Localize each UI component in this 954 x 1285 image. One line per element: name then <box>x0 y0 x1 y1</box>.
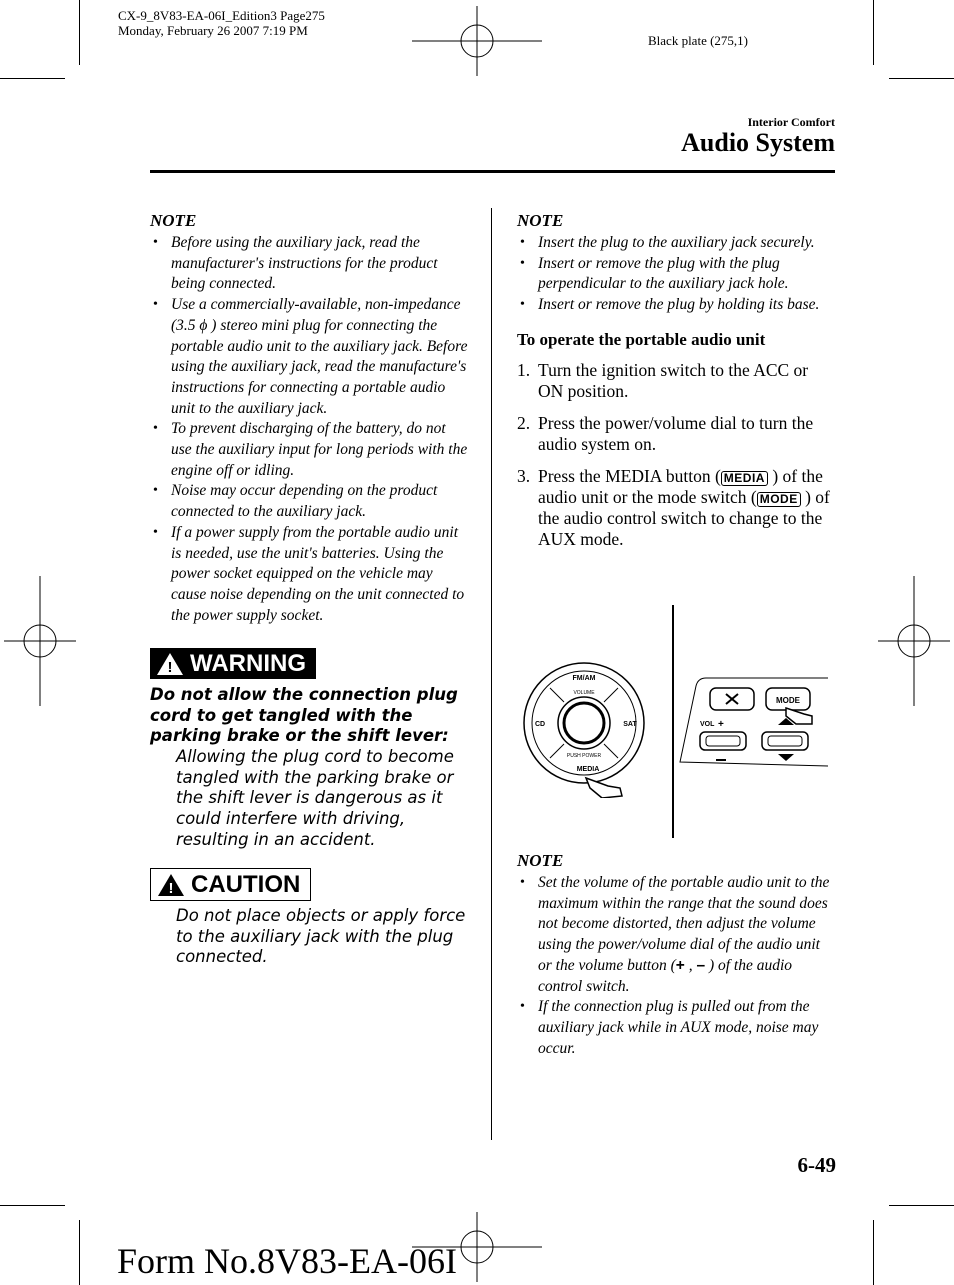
plate-label: Black plate (275,1) <box>648 33 748 48</box>
note-heading: NOTE <box>517 851 564 870</box>
section-label: Interior Comfort <box>747 115 835 129</box>
step-number: 1. <box>517 359 531 380</box>
step-text: ) of the audio unit or the mode switch ( <box>538 465 823 507</box>
form-number: Form No.8V83-EA-06I <box>117 1241 457 1281</box>
list-item: • Insert the plug to the auxiliary jack securely. <box>517 233 835 254</box>
steering-switch-figure <box>678 674 828 770</box>
list-item: • If a power supply from the portable audio unit is needed, use the unit's batteries. Using the power socket equipped on the vehicle may cause noise depending on the unit connected to the power supply socket. <box>150 523 468 627</box>
left-column <box>150 211 468 968</box>
step-item <box>517 466 835 550</box>
step-list <box>517 360 835 550</box>
note-heading: NOTE <box>150 211 197 230</box>
warning-banner <box>150 648 316 679</box>
right-note-2 <box>517 851 835 1059</box>
list-item: • Insert or remove the plug by holding its base. <box>517 295 835 316</box>
registration-mark-top <box>412 6 542 76</box>
mode-switch-icon: MODE <box>757 492 801 507</box>
step-item <box>517 413 835 455</box>
note-list <box>517 873 835 1059</box>
registration-mark-right <box>878 576 950 706</box>
figure-divider-line <box>672 605 674 838</box>
list-item: • Noise may occur depending on the product connected to the auxiliary jack. <box>150 481 468 522</box>
print-meta <box>118 8 325 38</box>
dial-label-sat: SAT <box>623 721 637 728</box>
column-divider <box>491 208 492 1140</box>
step-item <box>517 360 835 402</box>
right-column <box>517 211 835 561</box>
caution-body: Do not place objects or apply force to the auxiliary jack with the plug connected. <box>176 905 466 967</box>
warning-block <box>150 648 468 850</box>
svg-text:!: ! <box>167 658 173 676</box>
print-meta-line2: Monday, February 26 2007 7:19 PM <box>118 23 308 38</box>
step-number: 2. <box>517 412 531 433</box>
list-item: • Insert or remove the plug with the plug perpendicular to the auxiliary jack hole. <box>517 254 835 295</box>
note-heading: NOTE <box>517 211 564 230</box>
svg-text:!: ! <box>168 879 174 897</box>
step-text: Turn the ignition switch to the ACC or ON position. <box>538 359 809 401</box>
dial-label-push-power: PUSH POWER <box>566 753 602 759</box>
caution-banner <box>150 868 311 901</box>
step-number: 3. <box>517 465 531 486</box>
list-item: • Before using the auxiliary jack, read the manufacturer's instructions for the product being connected. <box>150 233 468 295</box>
list-item: • If the connection plug is pulled out from the auxiliary jack while in AUX mode, noise may occur. <box>517 997 835 1059</box>
step-text: Press the power/volume dial to turn the audio system on. <box>538 412 814 454</box>
plus-icon: + <box>675 956 685 974</box>
media-button-icon: MEDIA <box>721 471 768 486</box>
list-item: • Use a commercially-available, non-impedance (3.5 ϕ ) stereo mini plug for connecting the portable audio unit to the auxiliary jack. Before using the auxiliary jack, read the manufacture's instructions for connecting a portable audio unit to the auxiliary jack. <box>150 295 468 419</box>
switch-vol-label: VOL <box>700 721 715 728</box>
dial-label-media: MEDIA <box>576 766 600 773</box>
step-text: ) of the audio control switch to change to the AUX mode. <box>538 486 830 549</box>
pointing-hand-icon <box>586 778 622 798</box>
warning-body: Allowing the plug cord to become tangled with the parking brake or the shift lever is dangerous as it could interfere with driving, resulting in an accident. <box>176 746 454 849</box>
note-list <box>150 233 468 626</box>
warning-label: WARNING <box>190 649 306 677</box>
note-list <box>517 233 835 316</box>
caution-block <box>150 868 468 968</box>
note-text: , <box>684 956 697 974</box>
switch-mode-label: MODE <box>776 696 800 705</box>
audio-dial-figure <box>520 658 650 798</box>
page-title: Audio System <box>681 128 835 157</box>
warning-lead: Do not allow the connection plug cord to get tangled with the parking brake or the shift lever: <box>150 684 458 746</box>
vol-plus-icon: + <box>718 719 724 730</box>
note-text: Set the volume of the portable audio unit to the maximum within the range that the sound does not become distorted, then adjust the volume using the power/volume dial of the audio unit or the volume button ( <box>538 874 830 974</box>
dial-label-fmam: FM/AM <box>572 675 596 682</box>
step-text: Press the MEDIA button ( <box>538 465 721 486</box>
print-meta-line1: CX-9_8V83-EA-06I_Edition3 Page275 <box>118 8 325 23</box>
minus-icon: – <box>696 956 706 974</box>
registration-mark-left <box>4 576 76 706</box>
dial-label-volume: VOLUME <box>573 690 595 696</box>
list-item <box>517 873 835 997</box>
dial-label-cd: CD <box>534 721 546 728</box>
warning-triangle-icon <box>156 652 184 676</box>
list-item: • To prevent discharging of the battery, do not use the auxiliary input for long periods with the engine off or idling. <box>150 419 468 481</box>
caution-label: CAUTION <box>191 870 301 898</box>
note-text: ) of the audio control switch. <box>538 956 793 995</box>
caution-triangle-icon <box>157 873 185 897</box>
title-rule <box>150 170 835 173</box>
page-number: 6-49 <box>797 1153 836 1177</box>
subheading: To operate the portable audio unit <box>517 329 766 349</box>
